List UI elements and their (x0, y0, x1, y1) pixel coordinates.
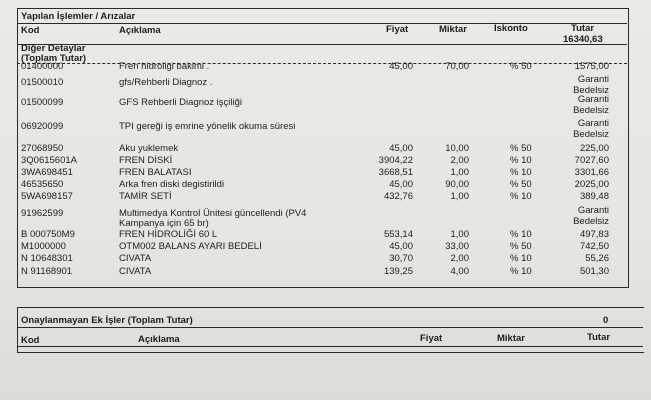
cell-kod: 91962599 (21, 208, 64, 220)
cell-tutar: Garanti (577, 118, 609, 130)
header-fiyat: Fiyat (386, 24, 409, 35)
cell-aciklama: FREN DİSKİ (119, 154, 173, 166)
cell-iskonto: % 10 (510, 252, 532, 264)
cell-fiyat: 432,76 (383, 191, 413, 203)
cell-fiyat: 45,00 (389, 179, 413, 191)
header-miktar: Miktar (439, 24, 467, 35)
cell-tutar-line2: Bedelsiz (573, 216, 609, 228)
section2-title: Onaylanmayan Ek İşler (Toplam Tutar) (21, 315, 193, 326)
cell-miktar: 10,00 (445, 142, 469, 154)
s2-header-tutar: Tutar (587, 332, 611, 343)
cell-miktar: 33,00 (445, 240, 469, 252)
s2-header-kod: Kod (21, 335, 40, 346)
header-kod: Kod (21, 25, 40, 36)
cell-aciklama: Arka fren diski degistirildi (119, 179, 225, 191)
cell-kod: N 10648301 (21, 252, 73, 264)
cell-fiyat: 3904,22 (378, 154, 413, 166)
cell-fiyat: 139,25 (383, 265, 413, 277)
cell-tutar: Garanti (577, 205, 609, 217)
cell-aciklama: gfs/Rehberli Diagnoz . (119, 77, 213, 89)
cell-tutar-line2: Bedelsiz (573, 85, 609, 97)
cell-fiyat: 553,14 (383, 228, 413, 240)
cell-aciklama: CIVATA (119, 252, 152, 264)
cell-miktar: 1,00 (450, 191, 469, 203)
cell-aciklama-line2: Kampanya için 65 br) (119, 218, 209, 230)
header-aciklama: Açıklama (119, 25, 161, 36)
cell-miktar: 1,00 (450, 166, 469, 178)
cell-iskonto: % 10 (510, 191, 532, 203)
cell-kod: N 91168901 (21, 265, 73, 277)
cell-iskonto: % 10 (510, 154, 532, 166)
cell-miktar: 2,00 (450, 154, 469, 166)
cell-kod: 27068950 (21, 142, 64, 154)
cell-aciklama: GFS Rehberli Diagnoz işçiliği (119, 97, 243, 109)
cell-aciklama: FREN HİDROLİĞİ 60 L (119, 228, 218, 240)
total-amount-label: (Toplam Tutar) (21, 53, 87, 64)
cell-miktar: 90,00 (445, 179, 469, 191)
header-iskonto: İskonto (494, 23, 528, 34)
other-details-label: Diğer Detaylar (21, 43, 86, 54)
cell-tutar: 3301,66 (574, 166, 609, 178)
cell-iskonto: % 10 (510, 166, 532, 178)
cell-kod: 01400000 (21, 61, 64, 72)
cell-kod: 01500010 (21, 77, 64, 89)
cell-fiyat: 45,00 (389, 240, 413, 252)
cell-tutar: 7027,60 (574, 154, 609, 166)
s2-header-fiyat: Fiyat (420, 333, 443, 344)
cell-kod: 3WA698451 (21, 166, 73, 178)
cell-aciklama: CIVATA (119, 265, 152, 277)
cell-fiyat: 3668,51 (378, 166, 413, 178)
cell-fiyat: 45,00 (389, 142, 413, 154)
cell-tutar: 225,00 (579, 142, 609, 154)
cell-aciklama: OTM002 BALANS AYARI BEDELİ (119, 240, 262, 252)
cell-iskonto: % 10 (510, 228, 532, 240)
cell-kod: B 000750M9 (21, 228, 75, 240)
cell-tutar: Garanti (577, 94, 609, 106)
cell-tutar: 389,48 (579, 191, 609, 203)
cell-aciklama: Aku yuklemek (119, 142, 179, 154)
divider (17, 346, 643, 347)
cell-kod: 06920099 (21, 121, 64, 133)
cell-iskonto: % 10 (510, 265, 532, 277)
cell-aciklama: TPI gereği iş emrine yönelik okuma süresi (119, 121, 296, 133)
cell-tutar-line2: Bedelsiz (573, 105, 609, 117)
cell-iskonto: % 50 (510, 179, 532, 191)
s2-header-aciklama: Açıklama (138, 334, 180, 345)
cell-aciklama: Fren hidroligi bakimi . (119, 61, 210, 72)
cell-kod: M1000000 (21, 240, 66, 252)
cell-iskonto: % 50 (510, 142, 532, 154)
cell-kod: 3Q0615601A (21, 154, 77, 166)
cell-tutar: 1575,00 (574, 61, 609, 72)
total-amount: 16340,63 (563, 34, 603, 45)
cell-miktar: 70,00 (445, 61, 469, 72)
cell-aciklama: TAMİR SETİ (119, 191, 172, 203)
cell-tutar: 55,26 (585, 252, 609, 264)
cell-kod: 5WA698157 (21, 191, 73, 203)
cell-tutar: 497,83 (579, 228, 609, 240)
cell-tutar: 2025,00 (574, 179, 609, 191)
cell-kod: 01500099 (21, 97, 64, 109)
cell-tutar: 501,30 (579, 265, 609, 277)
cell-miktar: 4,00 (450, 265, 469, 277)
cell-aciklama: FREN BALATASI (119, 166, 192, 178)
s2-header-miktar: Miktar (497, 333, 525, 344)
cell-iskonto: % 50 (510, 61, 532, 72)
header-tutar: Tutar (571, 23, 595, 34)
cell-miktar: 2,00 (450, 252, 469, 264)
cell-fiyat: 30,70 (389, 252, 413, 264)
section-title: Yapılan İşlemler / Arızalar (21, 11, 136, 22)
cell-fiyat: 45,00 (389, 61, 413, 72)
cell-aciklama: Multimedya Kontrol Ünitesi güncellendi (PV4 (119, 208, 307, 220)
cell-kod: 46535650 (21, 179, 64, 191)
cell-tutar: Garanti (577, 74, 609, 86)
cell-iskonto: % 50 (510, 240, 532, 252)
divider (17, 44, 627, 45)
divider (17, 23, 627, 24)
cell-miktar: 1,00 (450, 228, 469, 240)
section2-total: 0 (603, 315, 609, 326)
divider (17, 327, 643, 328)
cell-tutar: 742,50 (579, 240, 609, 252)
cell-tutar-line2: Bedelsiz (573, 129, 609, 141)
